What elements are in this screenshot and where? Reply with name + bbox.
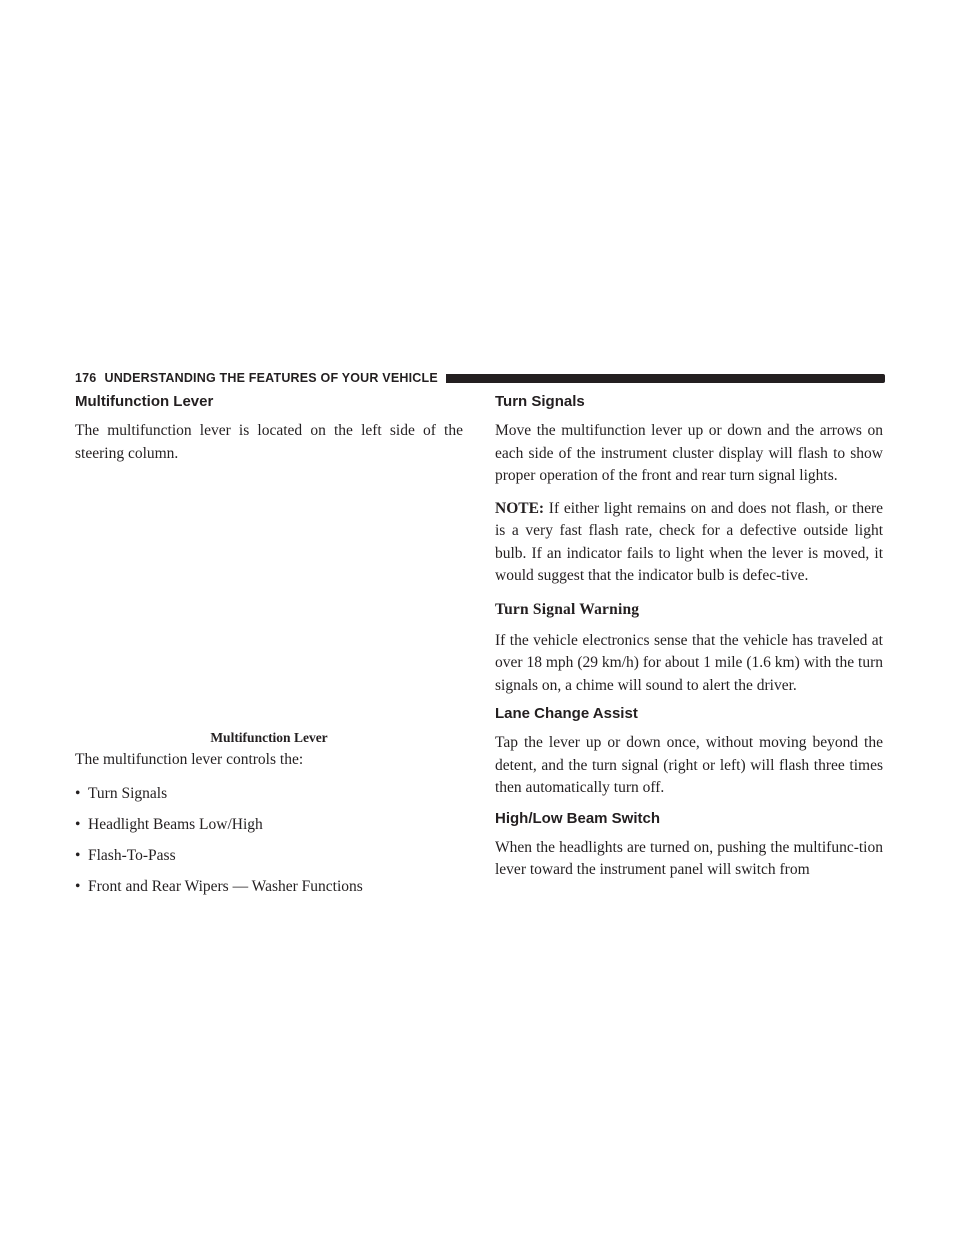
header-rule [446,374,885,383]
list-item-text: Headlight Beams Low/High [88,815,263,833]
bullet-icon: • [75,877,81,895]
high-low-beam-heading: High/Low Beam Switch [495,809,661,827]
lane-change-assist-text: Tap the lever up or down once, without moving beyond the detent, and the turn signal (right or left) will flash three times then automatically turn off. [495,734,883,796]
page-number: 176 [75,371,97,385]
multifunction-lever-intro: The multifunction lever is located on the left side of the steering column. [75,422,463,462]
list-item [75,845,463,867]
list-item-text: Flash-To-Pass [88,846,176,864]
list-item [75,814,463,836]
bullet-icon: • [75,815,81,833]
figure-caption: Multifunction Lever [210,730,328,745]
list-item [75,876,463,898]
turn-signals-text: Move the multifunction lever up or down and the arrows on each side of the instrument cluster display will flash to show proper operation of the front and rear turn signal lights. [495,422,883,484]
right-column [495,390,883,882]
running-head: UNDERSTANDING THE FEATURES OF YOUR VEHICLE [104,371,438,385]
turn-signal-warning-text: If the vehicle electronics sense that the vehicle has traveled at over 18 mph (29 km/h) for about 1 mile (1.6 km) with the turn signals on, a chime will sound to alert the driver. [495,631,883,694]
high-low-beam-text: When the headlights are turned on, pushing the multifunc-tion lever toward the instrument panel will switch from [495,838,883,878]
note-text: If either light remains on and does not flash, or there is a very fast flash rate, check for a defective outside light bulb. If an indicator fails to light when the lever is moved, it would suggest that the indicator bulb is defec-tive. [495,499,883,584]
left-column [75,390,463,898]
page-header [75,371,885,385]
turn-signal-warning-heading: Turn Signal Warning [495,600,640,618]
list-item-text: Front and Rear Wipers — Washer Functions [88,877,363,895]
list-item [75,783,463,805]
multifunction-lever-figure [75,469,463,729]
lane-change-assist-heading: Lane Change Assist [495,705,638,722]
multifunction-lever-heading: Multifunction Lever [75,393,214,410]
bullet-icon: • [75,784,81,802]
turn-signals-heading: Turn Signals [495,393,585,410]
controls-list [75,783,463,898]
controls-intro: The multifunction lever controls the: [75,751,304,768]
bullet-icon: • [75,846,81,864]
note-label: NOTE: [495,499,545,517]
note-paragraph [495,498,883,588]
list-item-text: Turn Signals [88,784,168,802]
